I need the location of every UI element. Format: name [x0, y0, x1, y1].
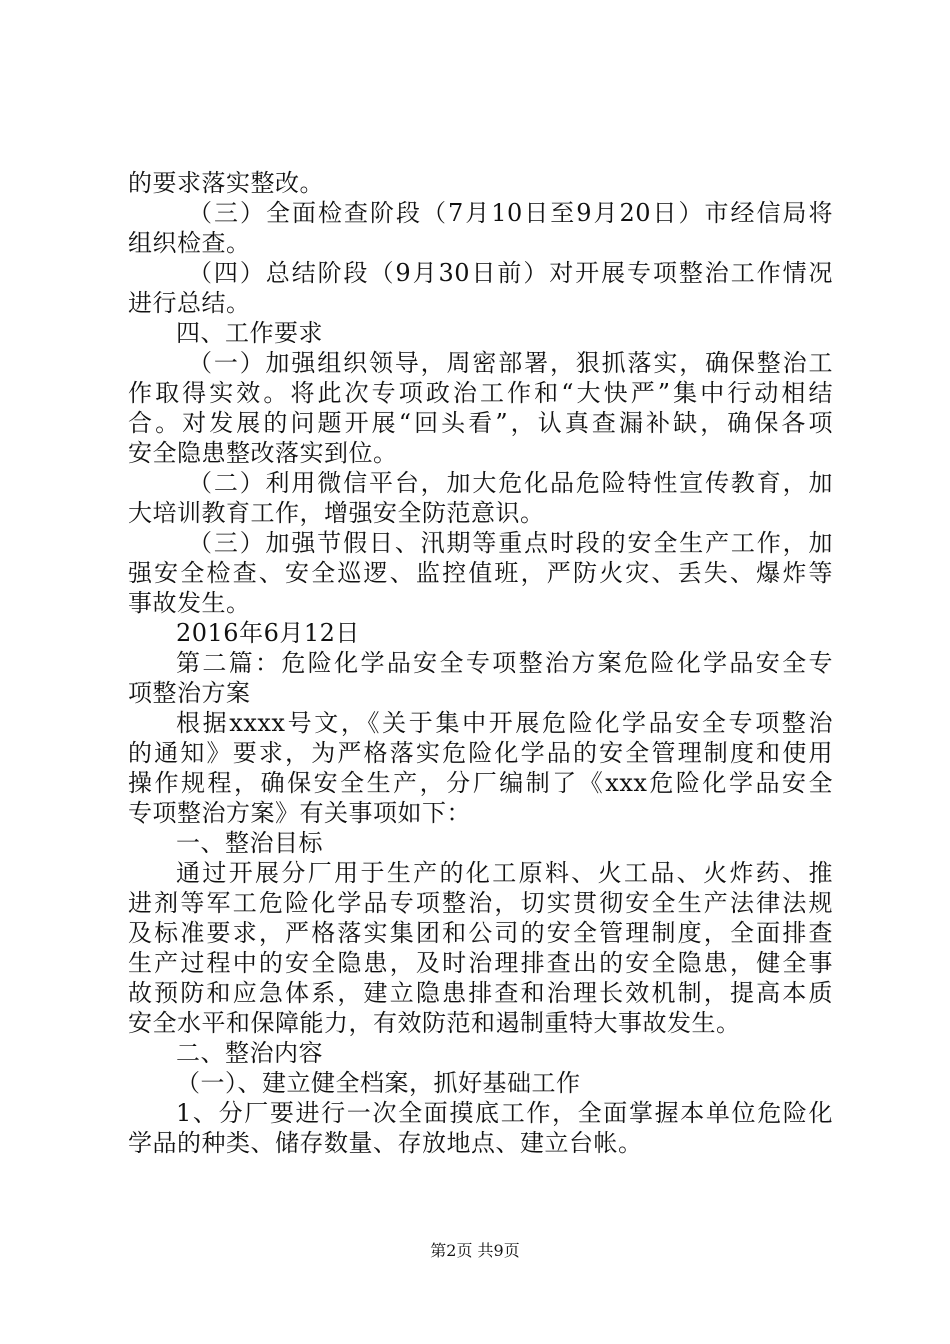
page-footer: [0, 1241, 950, 1261]
text-line: 及标准要求，严格落实集团和公司的安全管理制度，全面排查: [128, 919, 833, 947]
text-line: 的要求落实整改。: [128, 169, 324, 197]
text-line: 操作规程，确保安全生产，分厂编制了《xxx危险化学品安全: [128, 769, 833, 797]
chapter-title: 项整治方案: [128, 679, 251, 707]
subsection-heading: （一）、建立健全档案，抓好基础工作: [176, 1069, 581, 1097]
text-line: 专项整治方案》有关事项如下：: [128, 799, 471, 827]
text-line: 安全隐患整改落实到位。: [128, 439, 398, 467]
text-line: （一）加强组织领导，周密部署，狠抓落实，确保整治工: [188, 349, 833, 377]
document-body: [128, 168, 833, 1158]
document-date: 2016年6月12日: [176, 619, 360, 647]
text-line: （四）总结阶段（9月30日前）对开展专项整治工作情况: [188, 259, 833, 287]
section-heading: 四、工作要求: [176, 319, 323, 347]
section-heading: 一、整治目标: [176, 829, 323, 857]
text-line: 进行总结。: [128, 289, 251, 317]
text-line: 根据xxxx号文，《关于集中开展危险化学品安全专项整治: [176, 709, 833, 737]
text-line: （二）利用微信平台，加大危化品危险特性宣传教育，加: [188, 469, 833, 497]
text-line: 组织检查。: [128, 229, 251, 257]
text-line: 合。对发展的问题开展“回头看”，认真查漏补缺，确保各项: [128, 409, 833, 437]
text-line: 大培训教育工作，增强安全防范意识。: [128, 499, 545, 527]
section-heading: 二、整治内容: [176, 1039, 323, 1067]
text-line: 1、分厂要进行一次全面摸底工作，全面掌握本单位危险化: [176, 1099, 833, 1127]
text-line: （三）全面检查阶段（7月10日至9月20日）市经信局将: [188, 199, 833, 227]
text-line: 作取得实效。将此次专项政治工作和“大快严”集中行动相结: [128, 379, 833, 407]
text-line: 强安全检查、安全巡逻、监控值班，严防火灾、丢失、爆炸等: [128, 559, 833, 587]
text-line: 学品的种类、储存数量、存放地点、建立台帐。: [128, 1129, 643, 1157]
chapter-title: 第二篇：危险化学品安全专项整治方案危险化学品安全专: [176, 649, 833, 677]
text-line: 安全水平和保障能力，有效防范和遏制重特大事故发生。: [128, 1009, 741, 1037]
text-line: 通过开展分厂用于生产的化工原料、火工品、火炸药、推: [176, 859, 833, 887]
page-number: 第2页 共9页: [430, 1241, 520, 1260]
text-line: 进剂等军工危险化学品专项整治，切实贯彻安全生产法律法规: [128, 889, 833, 917]
text-line: 生产过程中的安全隐患，及时治理排查出的安全隐患，健全事: [128, 949, 833, 977]
text-line: 的通知》要求，为严格落实危险化学品的安全管理制度和使用: [128, 739, 833, 767]
text-line: 故预防和应急体系，建立隐患排查和治理长效机制，提高本质: [128, 979, 833, 1007]
text-line: （三）加强节假日、汛期等重点时段的安全生产工作，加: [188, 529, 833, 557]
text-line: 事故发生。: [128, 589, 251, 617]
